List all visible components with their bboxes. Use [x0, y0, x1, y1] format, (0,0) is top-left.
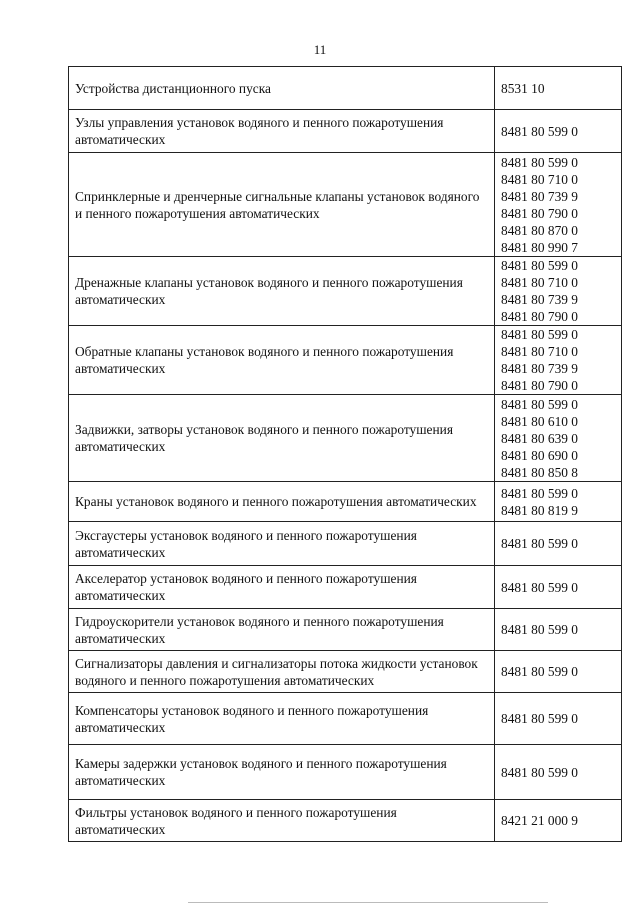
tn-ved-code-cell	[495, 110, 622, 153]
tn-ved-code-cell	[495, 395, 622, 482]
tn-ved-code: 8481 80 990 7	[501, 239, 578, 255]
table-row	[69, 67, 622, 110]
table-row	[69, 257, 622, 326]
table-body	[69, 67, 622, 842]
tn-ved-code-cell	[495, 651, 622, 693]
product-name-cell: Эксгаустеры установок водяного и пенного пожаротушения автоматических	[69, 522, 495, 566]
tn-ved-code-cell	[495, 800, 622, 842]
scan-edge-line	[188, 902, 548, 903]
product-name-cell: Гидроускорители установок водяного и пенного пожаротушения автоматических	[69, 609, 495, 651]
tn-ved-code: 8481 80 599 0	[501, 123, 578, 139]
product-name-cell: Задвижки, затворы установок водяного и пенного пожаротушения автоматических	[69, 395, 495, 482]
tn-ved-code: 8481 80 710 0	[501, 344, 578, 359]
classification-table	[68, 66, 622, 842]
tn-ved-code: 8481 80 870 0	[501, 222, 578, 238]
product-name-cell: Спринклерные и дренчерные сигнальные клапаны установок водяного и пенного пожаротушения автоматических	[69, 153, 495, 257]
table-row	[69, 395, 622, 482]
product-name-cell: Обратные клапаны установок водяного и пенного пожаротушения автоматических	[69, 326, 495, 395]
tn-ved-code: 8481 80 739 9	[501, 188, 578, 204]
tn-ved-code: 8481 80 599 0	[501, 536, 578, 551]
tn-ved-code-cell	[495, 693, 622, 745]
table-row	[69, 693, 622, 745]
product-name-cell: Камеры задержки установок водяного и пенного пожаротушения автоматических	[69, 745, 495, 800]
tn-ved-code-cell	[495, 67, 622, 110]
tn-ved-code: 8481 80 710 0	[501, 171, 578, 187]
tn-ved-code: 8481 80 599 0	[501, 711, 578, 726]
tn-ved-code: 8481 80 599 0	[501, 622, 578, 637]
table-row	[69, 110, 622, 153]
tn-ved-code: 8531 10	[501, 80, 545, 96]
table-row	[69, 522, 622, 566]
tn-ved-code-cell	[495, 609, 622, 651]
tn-ved-code: 8481 80 639 0	[501, 430, 578, 446]
tn-ved-code-cell	[495, 482, 622, 522]
tn-ved-code: 8481 80 599 0	[501, 485, 578, 501]
product-name-cell: Дренажные клапаны установок водяного и пенного пожаротушения автоматических	[69, 257, 495, 326]
tn-ved-code-cell	[495, 745, 622, 800]
table-row	[69, 745, 622, 800]
tn-ved-code: 8481 80 599 0	[501, 258, 578, 273]
tn-ved-code: 8481 80 599 0	[501, 327, 578, 342]
product-name-cell: Акселератор установок водяного и пенного пожаротушения автоматических	[69, 566, 495, 609]
product-name-cell: Краны установок водяного и пенного пожаротушения автоматических	[69, 482, 495, 522]
tn-ved-code-cell	[495, 153, 622, 257]
table-row	[69, 566, 622, 609]
table-row	[69, 153, 622, 257]
tn-ved-code: 8481 80 819 9	[501, 502, 578, 518]
tn-ved-code: 8481 80 690 0	[501, 447, 578, 463]
tn-ved-code: 8481 80 710 0	[501, 275, 578, 290]
tn-ved-code-cell	[495, 522, 622, 566]
tn-ved-code-cell	[495, 566, 622, 609]
product-name-cell: Фильтры установок водяного и пенного пожаротушения автоматических	[69, 800, 495, 842]
tn-ved-code: 8481 80 610 0	[501, 413, 578, 429]
product-name-cell: Компенсаторы установок водяного и пенного пожаротушения автоматических	[69, 693, 495, 745]
tn-ved-code: 8481 80 790 0	[501, 309, 578, 324]
tn-ved-code: 8481 80 599 0	[501, 154, 578, 170]
tn-ved-code: 8481 80 599 0	[501, 579, 578, 595]
table-row	[69, 651, 622, 693]
table-row	[69, 800, 622, 842]
tn-ved-code: 8481 80 790 0	[501, 378, 578, 393]
tn-ved-code: 8481 80 850 8	[501, 464, 578, 480]
tn-ved-code-cell	[495, 326, 622, 395]
tn-ved-code: 8481 80 599 0	[501, 764, 578, 780]
tn-ved-code: 8481 80 790 0	[501, 205, 578, 221]
tn-ved-code: 8481 80 599 0	[501, 664, 578, 679]
page-number: 11	[313, 42, 327, 57]
tn-ved-code: 8421 21 000 9	[501, 813, 578, 828]
tn-ved-code-cell	[495, 257, 622, 326]
product-name-cell: Узлы управления установок водяного и пенного пожаротушения автоматических	[69, 110, 495, 153]
tn-ved-code: 8481 80 739 9	[501, 361, 578, 376]
table-row	[69, 482, 622, 522]
product-name-cell: Сигнализаторы давления и сигнализаторы потока жидкости установок водяного и пенного пожаротушения автоматических	[69, 651, 495, 693]
table-row	[69, 326, 622, 395]
tn-ved-code: 8481 80 599 0	[501, 396, 578, 412]
table-row	[69, 609, 622, 651]
tn-ved-code: 8481 80 739 9	[501, 292, 578, 307]
product-name-cell: Устройства дистанционного пуска	[69, 67, 495, 110]
